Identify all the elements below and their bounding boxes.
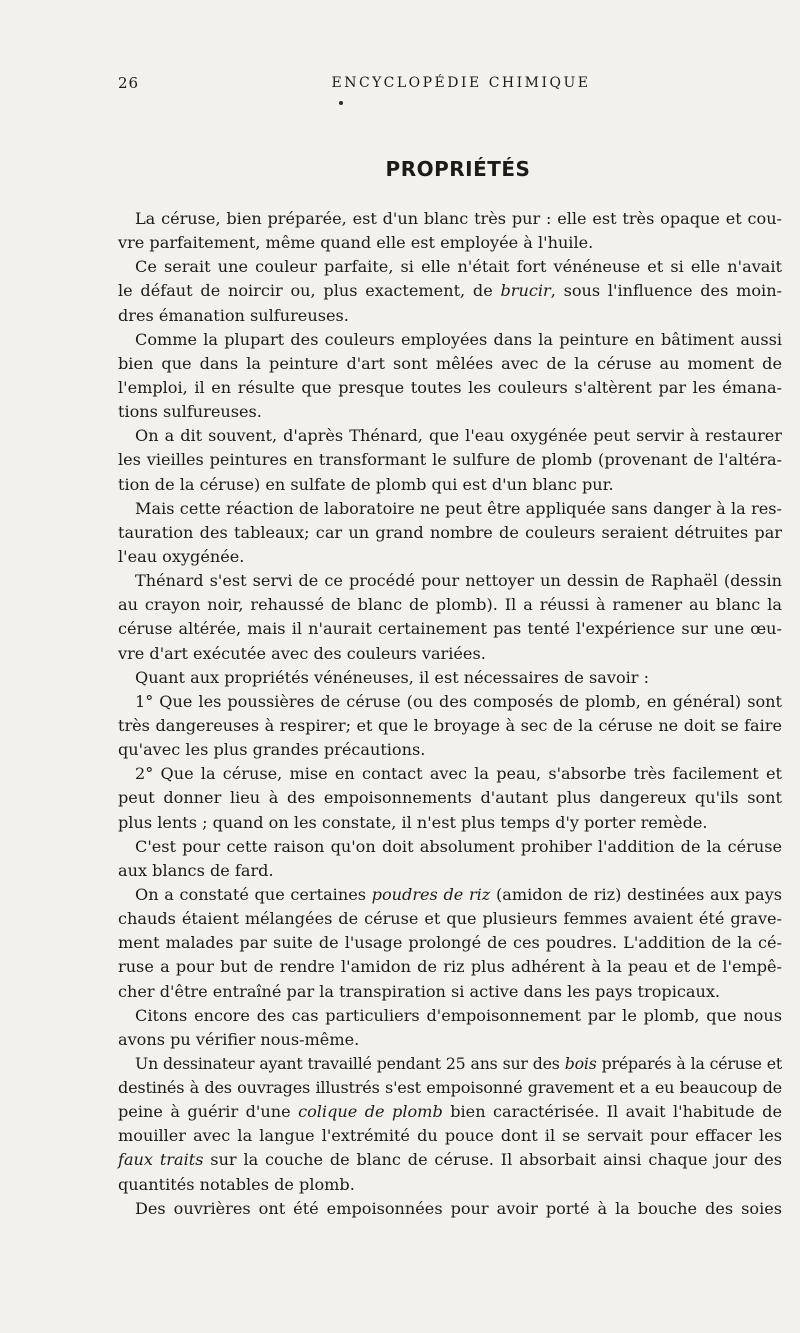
text-line — [118, 980, 782, 1004]
text-run: avons pu vérifier nous-même. — [118, 1029, 360, 1049]
text-run: chauds étaient mélangées de céruse et que plusieurs femmes avaient été grave- — [118, 909, 782, 929]
text-line — [118, 497, 782, 521]
text-line — [118, 207, 782, 231]
body-text — [118, 207, 782, 1221]
text-run: (amidon de riz) destinées aux pays — [490, 884, 782, 904]
text-line — [118, 1173, 782, 1197]
text-line — [118, 883, 782, 907]
text-run: Comme la plupart des couleurs employées dans la peinture en bâtiment aussi — [135, 329, 782, 349]
text-run: l'emploi, il en résulte que presque toutes les couleurs s'altèrent par les émana- — [118, 377, 782, 397]
text-line — [118, 617, 782, 641]
text-run: bien que dans la peinture d'art sont mêlées avec de la céruse au moment de — [118, 353, 782, 373]
text-line — [118, 473, 782, 497]
text-line — [118, 786, 782, 810]
text-run: préparés à la céruse et — [596, 1053, 782, 1073]
text-run: On a dit souvent, d'après Thénard, que l'eau oxygénée peut servir à restaurer — [135, 426, 782, 446]
text-line — [118, 424, 782, 448]
text-run: vre d'art exécutée avec des couleurs variées. — [118, 643, 486, 663]
text-line — [118, 593, 782, 617]
text-run: mouiller avec la langue l'extrémité du pouce dont il se servait pour effacer les — [118, 1126, 782, 1146]
text-line — [118, 328, 782, 352]
text-line — [118, 955, 782, 979]
text-run: très dangereuses à respirer; et que le broyage à sec de la céruse ne doit se faire — [118, 715, 782, 735]
text-line — [118, 762, 782, 786]
text-line — [118, 1197, 782, 1221]
text-line — [118, 231, 782, 255]
text-run: Mais cette réaction de laboratoire ne peut être appliquée sans danger à la res- — [135, 498, 782, 518]
italic-term: colique de plomb — [298, 1102, 443, 1122]
text-run: C'est pour cette raison qu'on doit absolument prohiber l'addition de la céruse — [135, 836, 782, 856]
text-line — [118, 304, 782, 328]
text-run: vre parfaitement, même quand elle est employée à l'huile. — [118, 233, 594, 253]
text-line — [118, 1052, 782, 1076]
italic-term: brucir — [500, 281, 551, 301]
section-title: PROPRIÉTÉS — [385, 157, 531, 181]
text-run: qu'avec les plus grandes précautions. — [118, 740, 426, 760]
page-number: 26 — [118, 74, 140, 92]
text-run: sur la couche de blanc de céruse. Il absorbait ainsi chaque jour des — [203, 1150, 782, 1170]
running-title: ENCYCLOPÉDIE CHIMIQUE — [331, 75, 591, 91]
text-run: peut donner lieu à des empoisonnements d'autant plus dangereux qu'ils sont — [118, 788, 782, 808]
text-line — [118, 1148, 782, 1172]
italic-term: poudres de riz — [371, 884, 491, 904]
text-line — [118, 859, 782, 883]
text-run: Quant aux propriétés vénéneuses, il est nécessaires de savoir : — [135, 667, 650, 687]
text-run: l'eau oxygénée. — [118, 546, 245, 566]
text-line — [118, 835, 782, 859]
text-run: tions sulfureuses. — [118, 402, 262, 422]
text-run: La céruse, bien préparée, est d'un blanc très pur : elle est très opaque et cou- — [135, 209, 782, 228]
text-run: tion de la céruse) en sulfate de plomb qui est d'un blanc pur. — [118, 474, 614, 494]
text-line — [118, 279, 782, 303]
text-line — [118, 714, 782, 738]
text-run: , sous l'influence des moin- — [550, 281, 782, 301]
text-line — [118, 811, 782, 835]
text-line — [118, 1100, 782, 1124]
text-run: les vieilles peintures en transformant le sulfure de plomb (provenant de l'altéra- — [118, 450, 782, 470]
text-line — [118, 569, 782, 593]
text-run: le défaut de noircir ou, plus exactement, de — [118, 281, 501, 301]
text-line — [118, 642, 782, 666]
text-line — [118, 376, 782, 400]
text-line — [118, 352, 782, 376]
text-line — [118, 545, 782, 569]
text-run: au crayon noir, rehaussé de blanc de plomb). Il a réussi à ramener au blanc la — [118, 595, 782, 615]
text-run: bien caractérisée. Il avait l'habitude de — [442, 1102, 782, 1122]
text-run: Des ouvrières ont été empoisonnées pour avoir porté à la bouche des soies — [135, 1198, 782, 1218]
page-header — [118, 74, 778, 98]
text-line — [118, 1124, 782, 1148]
text-run: Ce serait une couleur parfaite, si elle n'était fort vénéneuse et si elle n'avait — [135, 257, 782, 277]
text-run: ruse a pour but de rendre l'amidon de riz plus adhérent à la peau et de l'empê- — [118, 957, 782, 977]
text-line — [118, 907, 782, 931]
text-run: céruse altérée, mais il n'aurait certainement pas tenté l'expérience sur une œu- — [118, 619, 782, 639]
italic-term: bois — [564, 1053, 597, 1073]
text-run: ment malades par suite de l'usage prolongé de ces poudres. L'addition de la cé- — [118, 933, 782, 953]
text-line — [118, 690, 782, 714]
text-line — [118, 666, 782, 690]
text-line — [118, 1076, 782, 1100]
ornament-dot — [339, 101, 343, 105]
text-run: 2° Que la céruse, mise en contact avec la peau, s'absorbe très facilement et — [135, 764, 782, 784]
text-run: destinés à des ouvrages illustrés s'est empoisonné gravement et a eu beaucoup de — [118, 1078, 782, 1098]
text-run: cher d'être entraîné par la transpiration si active dans les pays tropicaux. — [118, 981, 721, 1001]
text-line — [118, 400, 782, 424]
text-line — [118, 738, 782, 762]
text-run: plus lents ; quand on les constate, il n'est plus temps d'y porter remède. — [118, 812, 708, 832]
text-run: 1° Que les poussières de céruse (ou des composés de plomb, en général) sont — [135, 691, 782, 711]
text-run: aux blancs de fard. — [118, 860, 274, 880]
text-run: Un dessinateur ayant travaillé pendant 25 ans sur des — [135, 1053, 565, 1073]
text-run: tauration des tableaux; car un grand nombre de couleurs seraient détruites par — [118, 522, 782, 542]
text-line — [118, 931, 782, 955]
text-line — [118, 1028, 782, 1052]
text-line — [118, 521, 782, 545]
text-line — [118, 255, 782, 279]
text-run: On a constaté que certaines — [135, 884, 372, 904]
italic-term: faux traits — [118, 1150, 204, 1170]
text-run: peine à guérir d'une — [118, 1102, 299, 1122]
text-run: dres émanation sulfureuses. — [118, 305, 349, 325]
text-line — [118, 448, 782, 472]
text-run: Thénard s'est servi de ce procédé pour nettoyer un dessin de Raphaël (dessin — [135, 571, 782, 591]
text-run: quantités notables de plomb. — [118, 1174, 355, 1194]
text-run: Citons encore des cas particuliers d'empoisonnement par le plomb, que nous — [135, 1005, 782, 1025]
text-line — [118, 1004, 782, 1028]
